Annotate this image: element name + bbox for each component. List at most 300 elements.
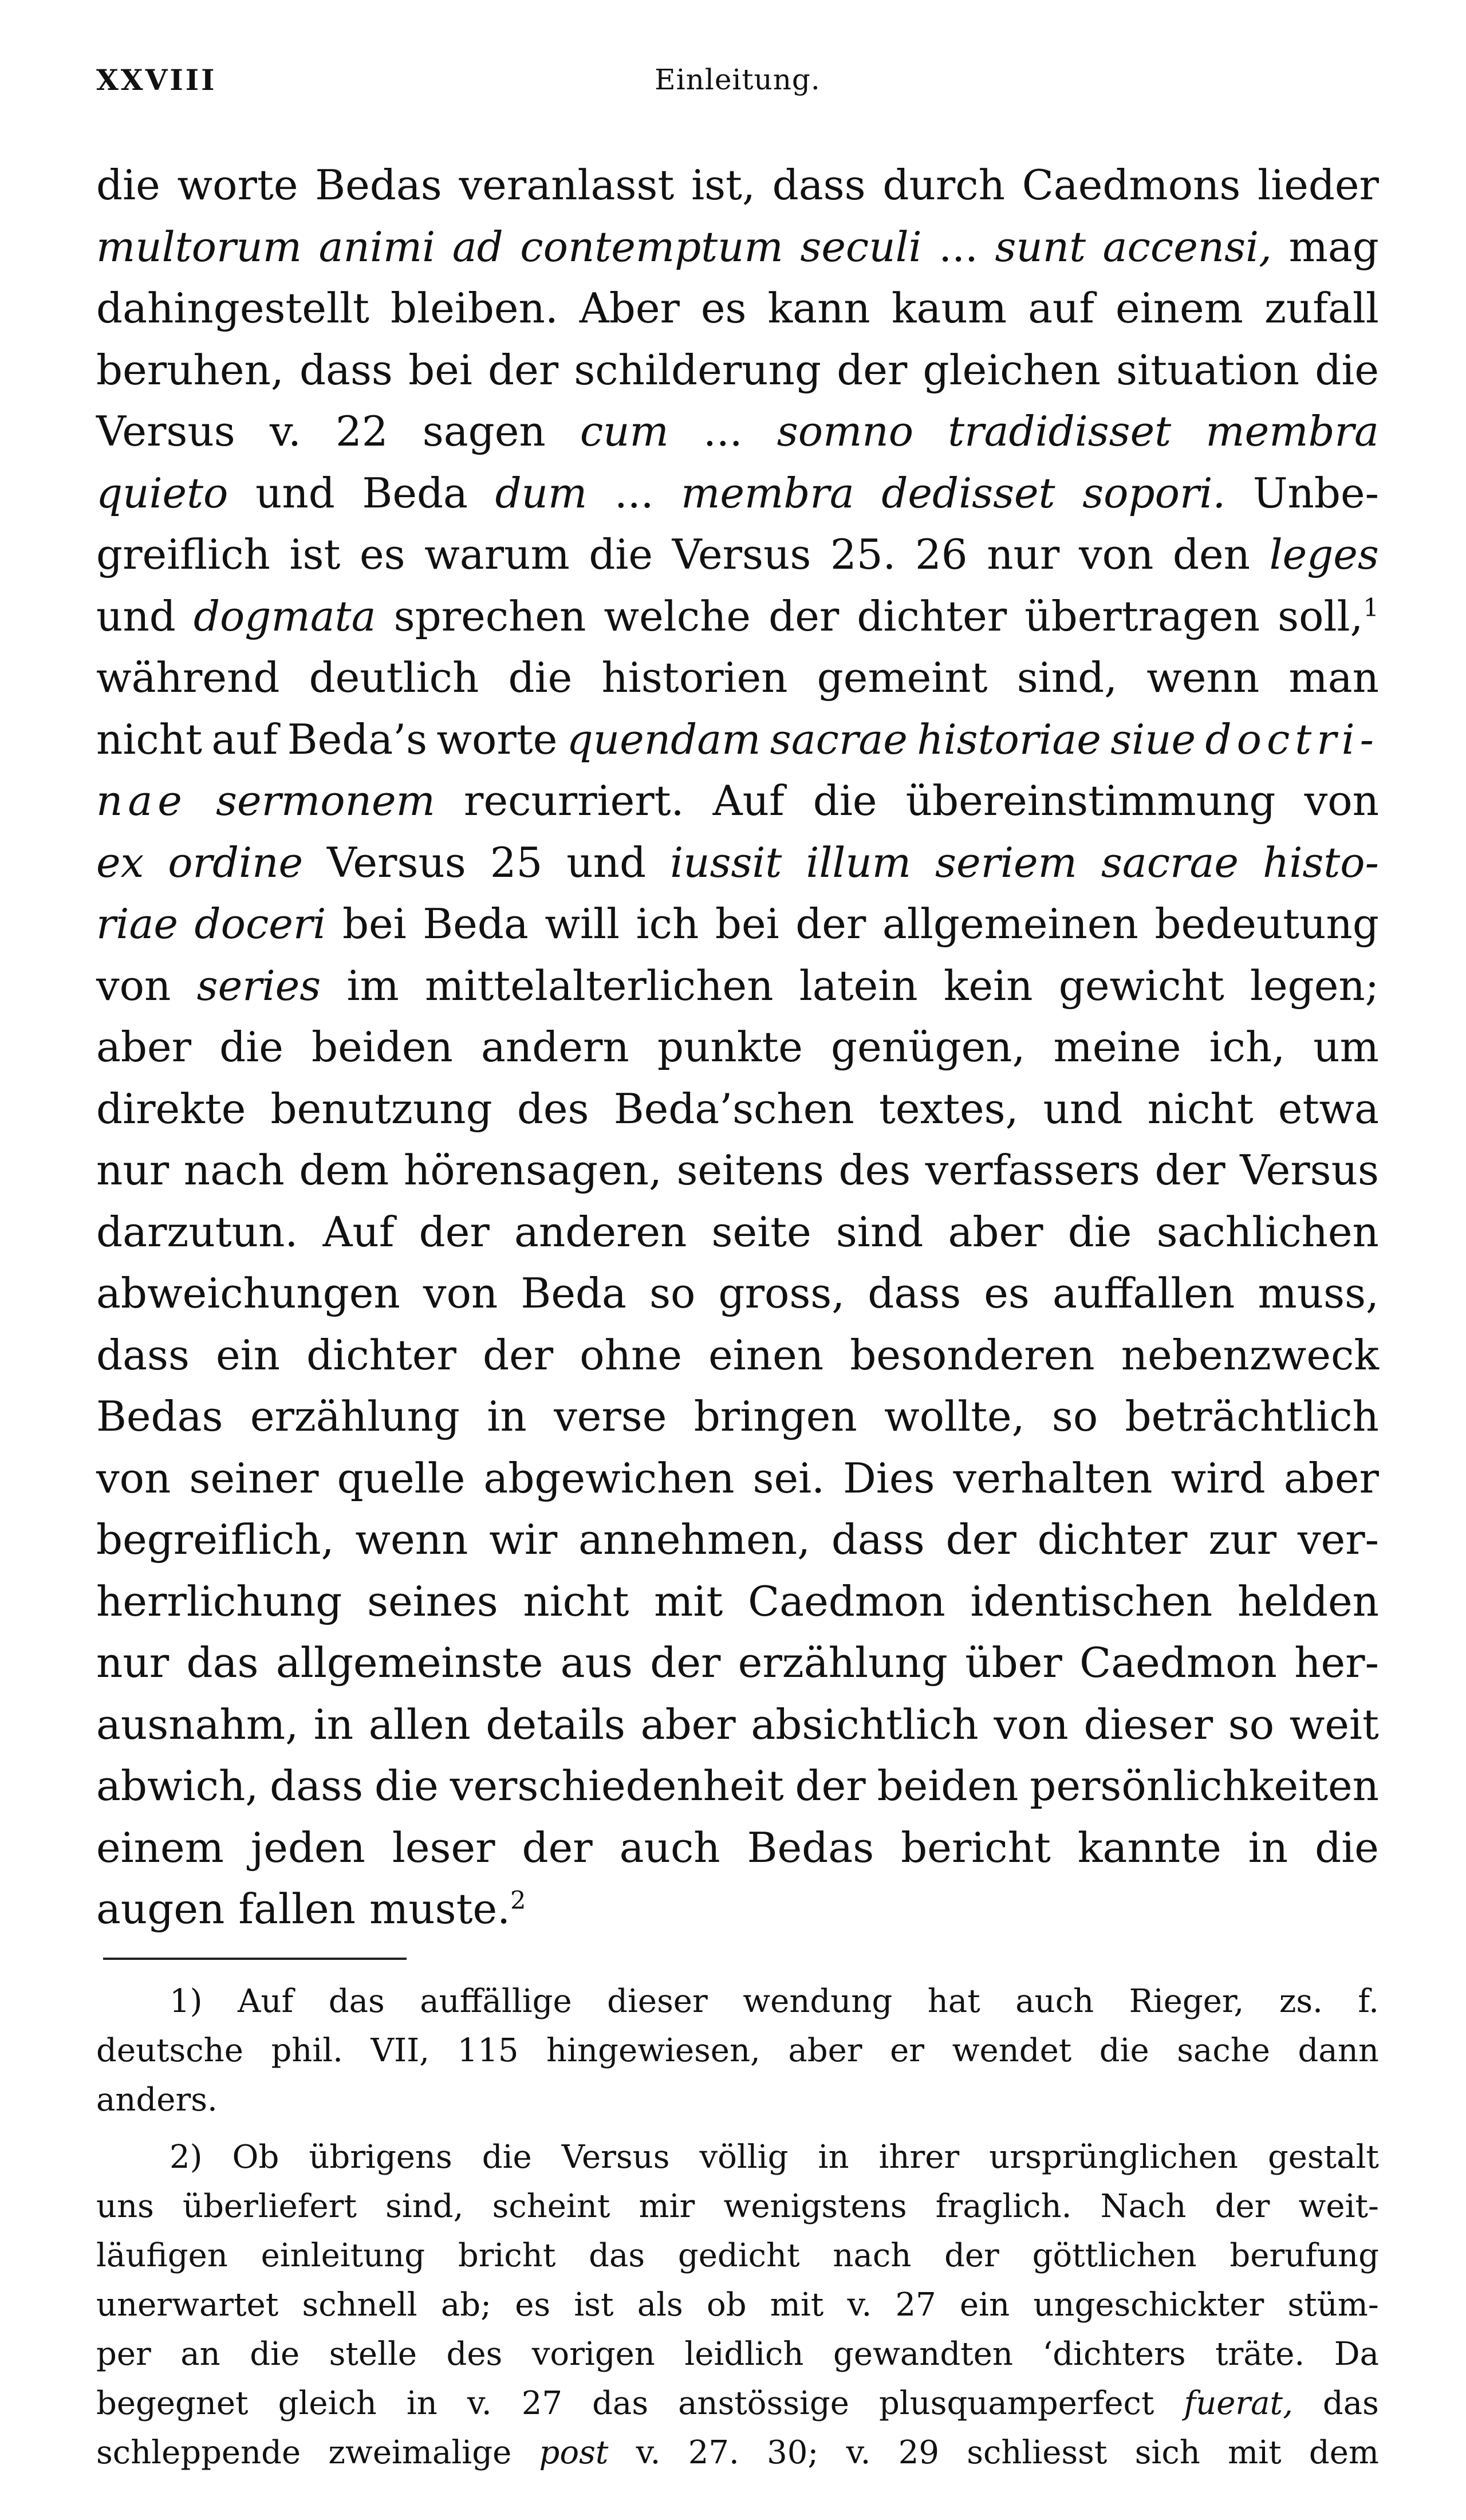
word: so — [1228, 1700, 1275, 1749]
word: läufigen — [96, 2236, 228, 2274]
word: abgewichen — [483, 1454, 735, 1502]
word: gleich — [278, 2384, 377, 2422]
word: das — [186, 1639, 259, 1687]
word: schliesst — [967, 2434, 1108, 2471]
word: Unbe- — [1252, 468, 1379, 517]
word: der — [795, 900, 866, 948]
word: latein — [799, 961, 918, 1010]
word: 29 — [898, 2434, 939, 2471]
word: zweimalige — [328, 2434, 512, 2471]
word: aber — [640, 1700, 736, 1749]
word: augen — [96, 1885, 225, 1933]
word: Versus — [327, 838, 466, 887]
word: ist, — [691, 161, 755, 209]
word: in — [487, 1392, 527, 1440]
word: quieto — [96, 468, 228, 517]
word: anstössige — [678, 2384, 849, 2422]
word: die — [219, 1023, 283, 1071]
word: das — [1322, 2384, 1379, 2422]
word: der — [1215, 2187, 1270, 2225]
word: aber — [1283, 1454, 1379, 1502]
word: vorigen — [531, 2335, 655, 2373]
text-line — [96, 2281, 1379, 2330]
word: sind, — [385, 2187, 464, 2225]
word: zufall — [1264, 284, 1379, 332]
word: 25 — [490, 838, 543, 887]
word: des — [838, 1146, 911, 1194]
word: zur — [1208, 1515, 1277, 1564]
word: auch — [619, 1823, 720, 1872]
word: hörensagen, — [403, 1146, 662, 1194]
word: gemeint — [817, 653, 988, 702]
footnote-marker[interactable]: 2 — [510, 1887, 526, 1915]
word: Aber — [579, 284, 680, 332]
word: hingewiesen, — [546, 2031, 760, 2069]
word: worte — [177, 161, 298, 209]
word: dieser — [1083, 1700, 1213, 1749]
word: seitens — [676, 1146, 824, 1194]
word: sacrae — [770, 715, 908, 763]
text-line — [96, 1140, 1379, 1202]
word: direkte — [96, 1084, 246, 1133]
word: sachlichen — [1156, 1207, 1379, 1256]
word: von — [1304, 777, 1379, 825]
text-line — [96, 1977, 1379, 2026]
word: berufung — [1229, 2236, 1379, 2274]
word: sind — [836, 1207, 924, 1256]
word: von — [96, 961, 171, 1010]
word: verfassers — [925, 1146, 1140, 1194]
word: von — [423, 1269, 498, 1317]
word: so — [1051, 1392, 1098, 1440]
word: recurriert. — [464, 777, 684, 825]
footnote — [96, 2133, 1379, 2478]
word: lieder — [1258, 161, 1379, 209]
word: um — [1313, 1023, 1379, 1071]
word: kann — [767, 284, 870, 332]
word: wendung — [743, 1982, 893, 2020]
word: begreiflich, — [96, 1515, 334, 1564]
word: die — [375, 1762, 439, 1810]
word: durch — [882, 161, 1005, 209]
word: 27 — [895, 2286, 936, 2324]
word: Bedas — [747, 1823, 874, 1872]
word: unerwartet — [96, 2286, 279, 2324]
word: soll,$^1$ — [1278, 592, 1379, 640]
word: absichtlich — [751, 1700, 979, 1749]
word: Versus — [96, 407, 235, 455]
word: 2) — [170, 2138, 203, 2176]
text-line — [96, 1817, 1379, 1879]
word: phil. — [271, 2031, 343, 2069]
word: jeden — [250, 1823, 365, 1872]
word: die — [508, 653, 573, 702]
text-line — [96, 401, 1379, 463]
word: dass — [831, 1515, 925, 1564]
word: den — [1172, 530, 1250, 578]
word: cum — [580, 407, 669, 455]
word: und — [255, 468, 335, 517]
word: dieser — [607, 1982, 708, 2020]
text-line — [96, 1448, 1379, 1510]
running-head — [96, 57, 1379, 120]
word: als — [637, 2286, 683, 2324]
word: der — [945, 1515, 1016, 1564]
word: gewicht — [1058, 961, 1224, 1010]
word: dem — [1309, 2434, 1379, 2471]
word: sind, — [1016, 653, 1118, 702]
word: in — [406, 2384, 438, 2422]
word: ex — [96, 838, 144, 887]
word: Versus — [1240, 1146, 1379, 1194]
word: übrigens — [309, 2138, 452, 2176]
word: der — [419, 1207, 490, 1256]
word: Da — [1334, 2335, 1379, 2373]
word: seiner — [189, 1454, 319, 1502]
word: animi — [318, 222, 436, 271]
word: riae — [96, 900, 178, 948]
word: aus — [560, 1639, 633, 1687]
word: dichter — [857, 592, 1007, 640]
word: doceri — [194, 900, 326, 948]
word: persönlichkeiten — [1030, 1762, 1379, 1810]
word: dahingestellt — [96, 284, 369, 332]
word: nicht — [96, 715, 203, 763]
word: die — [482, 2138, 532, 2176]
word: series — [196, 961, 321, 1010]
footnote-gap — [96, 2125, 1379, 2133]
word: Caedmon — [748, 1577, 945, 1625]
word: und — [566, 838, 647, 887]
text-line — [96, 1078, 1379, 1140]
word: situation — [1116, 345, 1300, 394]
word: Beda — [423, 900, 529, 948]
word: dogmata — [193, 592, 376, 640]
word: ver- — [1297, 1515, 1379, 1564]
word: v. — [269, 407, 301, 455]
word: deutlich — [309, 653, 479, 702]
word: der — [837, 345, 908, 394]
word: f. — [1358, 1982, 1379, 2020]
text-line — [96, 2133, 1379, 2182]
word: gedicht — [677, 2236, 800, 2274]
word: seite — [711, 1207, 811, 1256]
word: herrlichung — [96, 1577, 342, 1625]
word: 1) — [170, 1982, 203, 2020]
word: muss, — [1258, 1269, 1379, 1317]
word: v. — [846, 2434, 871, 2471]
word: völlig — [699, 2138, 789, 2176]
text-line — [96, 1694, 1379, 1756]
word: Versus — [672, 530, 811, 578]
word: auf — [1028, 284, 1095, 332]
word: Beda’s — [287, 715, 428, 763]
word: sopori. — [1082, 468, 1226, 517]
word: ursprünglichen — [989, 2138, 1238, 2176]
word: sacrae — [1101, 838, 1239, 887]
word: stüm- — [1287, 2286, 1379, 2324]
body-text — [96, 155, 1379, 1940]
word: tradidisset — [948, 407, 1172, 455]
word: textes, — [878, 1084, 1019, 1133]
word: die — [1099, 2031, 1149, 2069]
footnotes — [96, 1977, 1379, 2478]
text-line — [96, 2026, 1379, 2076]
word: will — [545, 900, 620, 948]
word: kaum — [891, 284, 1007, 332]
word: nur — [96, 1146, 170, 1194]
text-line — [96, 278, 1379, 340]
word: Beda — [521, 1269, 626, 1317]
text-line — [96, 1263, 1379, 1325]
word: allgemeinste — [275, 1639, 543, 1687]
word: die — [589, 530, 653, 578]
word: beruhen, — [96, 345, 284, 394]
text-line — [96, 1632, 1379, 1694]
word: anderen — [514, 1207, 687, 1256]
word: ist — [574, 2286, 614, 2324]
word: gross, — [718, 1269, 845, 1317]
word: es — [359, 530, 405, 578]
word: sermonem — [216, 777, 435, 825]
word: dass — [299, 345, 393, 394]
word: ohne — [580, 1330, 682, 1379]
word: ein — [960, 2286, 1010, 2324]
word: 22 — [336, 407, 388, 455]
word: sei. — [752, 1454, 825, 1502]
word: überliefert — [183, 2187, 357, 2225]
book-page — [96, 57, 1379, 2478]
word: aber — [96, 1023, 192, 1071]
text-line — [96, 1879, 1379, 1940]
word: bericht — [901, 1823, 1051, 1872]
word: es — [515, 2286, 551, 2324]
word: mit — [1228, 2434, 1282, 2471]
word: mir — [639, 2187, 695, 2225]
word: 30; — [767, 2434, 819, 2471]
word: details — [486, 1700, 625, 1749]
word: ... — [614, 468, 654, 517]
word: aber — [788, 2031, 862, 2069]
word: weit — [1289, 1700, 1379, 1749]
word: schleppende — [96, 2434, 301, 2471]
word: abwich, — [96, 1762, 259, 1810]
word: fallen — [238, 1885, 356, 1933]
word: sunt — [995, 222, 1086, 271]
word: von — [1078, 530, 1154, 578]
word: dem — [299, 1146, 389, 1194]
word: die — [250, 2335, 300, 2373]
word: 115 — [457, 2031, 519, 2069]
word: erzählung — [738, 1639, 948, 1687]
text-line — [96, 155, 1379, 216]
word: dass — [96, 1330, 190, 1379]
word: dann — [1298, 2031, 1379, 2069]
word: welche — [604, 592, 751, 640]
word: dedisset — [881, 468, 1055, 517]
text-line — [96, 1755, 1379, 1817]
word: 27. — [688, 2434, 739, 2471]
word: worte — [436, 715, 558, 763]
word: mag — [1288, 222, 1379, 271]
word: verschiedenheit — [450, 1762, 784, 1810]
word: von — [994, 1700, 1069, 1749]
text-line — [96, 1509, 1379, 1571]
word: Beda — [362, 468, 468, 517]
word: in — [818, 2138, 849, 2176]
word: abweichungen — [96, 1269, 400, 1317]
word: warum — [424, 530, 570, 578]
word: greiflich — [96, 530, 270, 578]
word: mit — [654, 1577, 723, 1625]
word: ungeschickter — [1033, 2286, 1264, 2324]
word: legen; — [1250, 961, 1379, 1010]
word: beiden — [312, 1023, 453, 1071]
word: fuerat, — [1184, 2384, 1293, 2422]
word: einem — [1116, 284, 1243, 332]
word: der — [522, 1823, 593, 1872]
word: der — [483, 1330, 554, 1379]
word: weit- — [1298, 2187, 1379, 2225]
word: über — [965, 1639, 1062, 1687]
word: so — [649, 1269, 696, 1317]
word: stelle — [329, 2335, 417, 2373]
text-line — [96, 709, 1379, 771]
word: in — [1248, 1823, 1288, 1872]
text-line — [96, 1017, 1379, 1078]
word: Auf — [322, 1207, 395, 1256]
word: gleichen — [923, 345, 1101, 394]
word: dichter — [306, 1330, 456, 1379]
word: das — [592, 2384, 649, 2422]
word: Dies — [843, 1454, 935, 1502]
text-line — [96, 524, 1379, 586]
word: nur — [96, 1639, 170, 1687]
word: wird — [1171, 1454, 1266, 1502]
word: bei — [715, 900, 779, 948]
word: anders. — [96, 2081, 218, 2119]
word: her- — [1294, 1639, 1379, 1687]
word: das — [328, 1982, 385, 2020]
word: verse — [554, 1392, 667, 1440]
word: es — [984, 1269, 1030, 1317]
word: quelle — [337, 1454, 466, 1502]
word: der — [944, 2236, 999, 2274]
word: allgemeinen — [882, 900, 1138, 948]
word: veranlasst — [459, 161, 675, 209]
word: göttlichen — [1032, 2236, 1197, 2274]
text-line — [96, 2330, 1379, 2379]
word: gewandten — [833, 2335, 1013, 2373]
word: sagen — [422, 407, 546, 455]
word: illum — [806, 838, 912, 887]
word: auf — [211, 715, 278, 763]
word: ihrer — [878, 2138, 960, 2176]
word: ich, — [1209, 1023, 1286, 1071]
word: dichter — [1037, 1515, 1188, 1564]
word: träte. — [1215, 2335, 1305, 2373]
text-line — [96, 216, 1379, 278]
word: helden — [1237, 1577, 1379, 1625]
word: ist — [289, 530, 341, 578]
text-line — [96, 893, 1379, 955]
word: von — [96, 1454, 171, 1502]
word: einem — [96, 1823, 224, 1872]
word: auffallen — [1052, 1269, 1235, 1317]
word: leser — [392, 1823, 495, 1872]
word: besonderen — [850, 1330, 1095, 1379]
word: 25. — [830, 530, 896, 578]
word: punkte — [657, 1023, 803, 1071]
word: übereinstimmung — [905, 777, 1276, 825]
word: der — [488, 345, 559, 394]
text-line — [96, 2379, 1379, 2428]
word: schnell — [302, 2286, 417, 2324]
word: andern — [480, 1023, 629, 1071]
text-line — [96, 1202, 1379, 1263]
word: nur — [987, 530, 1060, 578]
word: an — [180, 2335, 220, 2373]
word: nach — [183, 1146, 285, 1194]
word: dass — [868, 1269, 961, 1317]
word: mit — [770, 2286, 824, 2324]
word: etwa — [1278, 1084, 1379, 1133]
word: übertragen — [1024, 592, 1260, 640]
text-line — [96, 2076, 1379, 2125]
text-line — [96, 2231, 1379, 2281]
word: ... — [939, 222, 978, 271]
footnote-marker[interactable]: 1 — [1363, 593, 1379, 623]
word: muste.$^2$ — [369, 1885, 526, 1933]
footnote — [96, 1977, 1379, 2125]
word: identischen — [970, 1577, 1213, 1625]
word: der — [795, 1762, 866, 1810]
word: die — [96, 161, 160, 209]
word: wenn — [355, 1515, 468, 1564]
word: Caedmon — [1079, 1639, 1277, 1687]
word: nach — [833, 2236, 912, 2274]
word: per — [96, 2335, 151, 2373]
word: iussit — [670, 838, 782, 887]
word: VII, — [371, 2031, 430, 2069]
word: beiden — [877, 1762, 1019, 1810]
word: contemptum — [520, 222, 783, 271]
word: ausnahm, — [96, 1700, 299, 1749]
word: uns — [96, 2187, 154, 2225]
word: doctri- — [1205, 715, 1379, 763]
word: bringen — [693, 1392, 857, 1440]
word: gestalt — [1267, 2138, 1379, 2176]
word: wendet — [952, 2031, 1072, 2069]
text-line — [96, 1325, 1379, 1387]
word: die — [1315, 345, 1379, 394]
word: dass — [270, 1762, 364, 1810]
word: v. — [467, 2384, 492, 2422]
word: deutsche — [96, 2031, 243, 2069]
word: siue — [1110, 715, 1196, 763]
word: schilderung — [574, 345, 821, 394]
word: post — [539, 2434, 609, 2471]
word: der — [1154, 1146, 1225, 1194]
word: sich — [1134, 2434, 1200, 2471]
word: wir — [489, 1515, 558, 1564]
word: der — [769, 592, 840, 640]
word: ein — [216, 1330, 281, 1379]
word: bricht — [458, 2236, 556, 2274]
word: membra — [681, 468, 854, 517]
word: ad — [452, 222, 503, 271]
word: v. — [636, 2434, 661, 2471]
